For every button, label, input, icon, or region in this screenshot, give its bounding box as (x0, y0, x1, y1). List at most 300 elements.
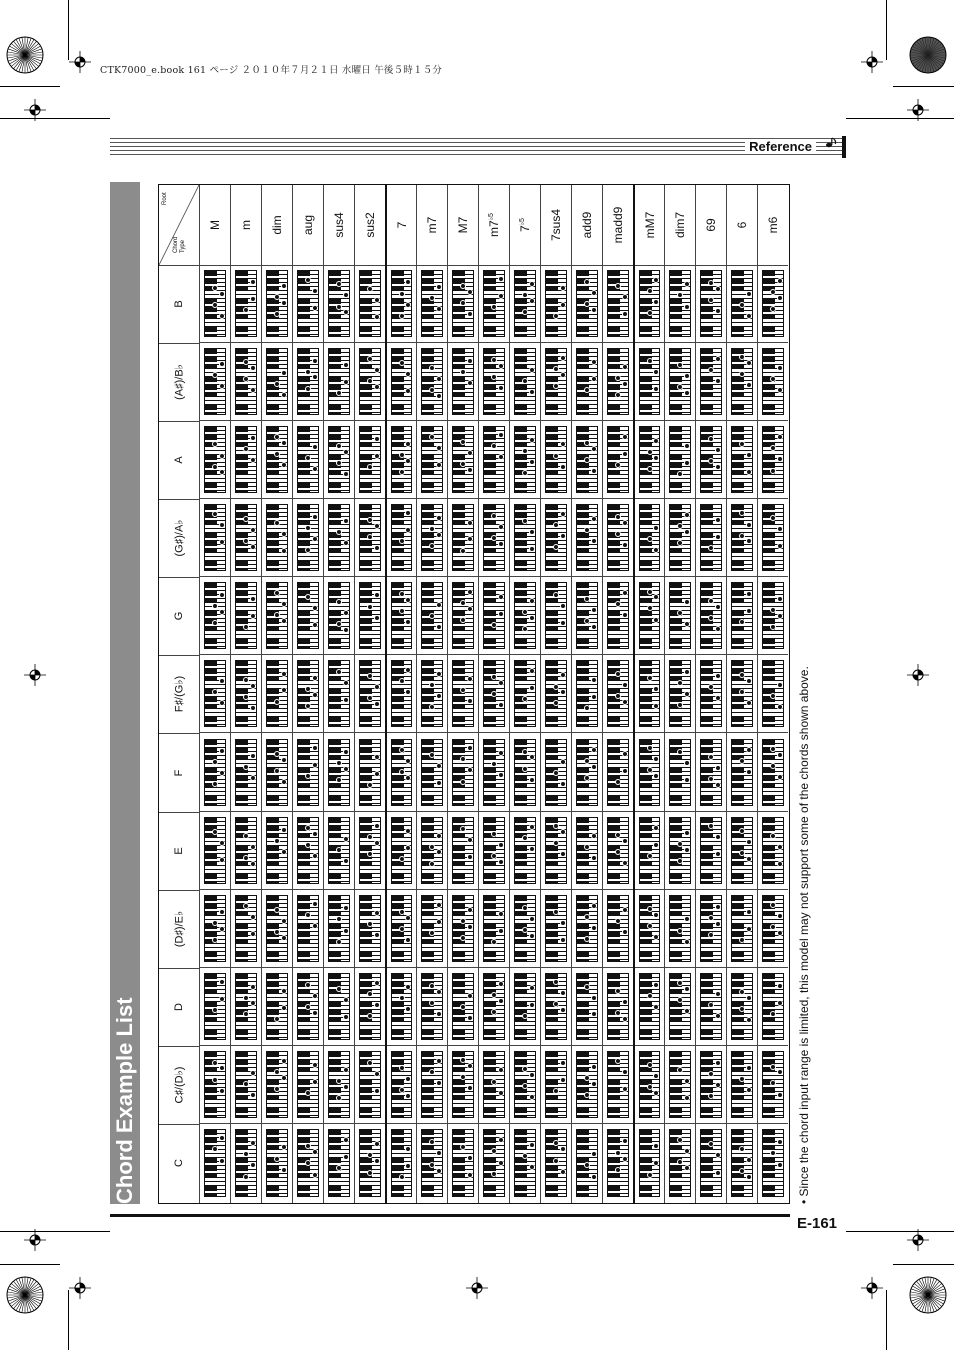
keyboard-diagram (639, 895, 660, 962)
root-label: (D♯)/E♭ (173, 910, 186, 947)
pressed-key-dot (405, 619, 411, 625)
keyboard-diagram (762, 660, 784, 727)
chord-cell (417, 812, 447, 890)
pressed-key-dot (529, 298, 535, 304)
pressed-key-dot (399, 313, 405, 319)
black-keys (515, 271, 527, 336)
chord-cell (293, 343, 323, 421)
keyboard-diagram (421, 895, 443, 962)
pressed-key-dot (399, 469, 405, 475)
pressed-key-dot (498, 998, 504, 1004)
pressed-key-dot (708, 754, 714, 760)
keyboard-diagram (328, 348, 350, 415)
black-keys (763, 974, 775, 1039)
pressed-key-dot (467, 698, 473, 704)
pressed-key-dot (560, 620, 566, 626)
black-keys (453, 740, 465, 805)
registration-mark-icon (24, 664, 46, 686)
chord-cell (231, 655, 261, 733)
black-keys (484, 740, 496, 805)
keyboard-diagram (266, 817, 288, 884)
pressed-key-dot (367, 1013, 373, 1019)
pressed-key-dot (498, 702, 504, 708)
chord-cell (758, 1046, 788, 1124)
pressed-key-dot (622, 590, 628, 596)
pressed-key-dot (436, 849, 442, 855)
pressed-key-dot (212, 1007, 218, 1013)
pressed-key-dot (615, 462, 621, 468)
pressed-key-dot (529, 685, 535, 691)
pressed-key-dot (777, 704, 783, 710)
pressed-key-dot (591, 1151, 597, 1157)
pressed-key-dot (560, 920, 566, 926)
black-keys (701, 740, 713, 805)
pressed-key-dot (436, 671, 442, 677)
pressed-key-dot (467, 589, 473, 595)
chord-type-cell (572, 185, 602, 266)
black-keys (267, 1130, 279, 1196)
black-keys (267, 1052, 279, 1117)
pressed-key-dot (343, 540, 349, 546)
chord-cell (355, 499, 385, 577)
pressed-key-dot (615, 1167, 621, 1173)
pressed-key-dot (491, 831, 497, 837)
pressed-key-dot (336, 1165, 342, 1171)
pressed-key-dot (429, 613, 435, 619)
pressed-key-dot (584, 705, 590, 711)
pressed-key-dot (739, 1146, 745, 1152)
pressed-key-dot (219, 313, 225, 319)
pressed-key-dot (312, 1062, 318, 1068)
pressed-key-dot (684, 390, 690, 396)
pressed-key-dot (622, 907, 628, 913)
black-keys (360, 740, 372, 805)
pressed-key-dot (250, 387, 256, 393)
pressed-key-dot (684, 986, 690, 992)
pressed-key-dot (746, 769, 752, 775)
pressed-key-dot (219, 748, 225, 754)
keyboard-diagram (545, 582, 567, 649)
keyboard-diagram (576, 817, 598, 884)
keyboard-diagram (328, 1129, 350, 1197)
pressed-key-dot (436, 462, 442, 468)
chord-cell (448, 577, 478, 655)
chord-cell (510, 1046, 540, 1124)
pressed-key-dot (305, 277, 311, 283)
chord-cell (324, 890, 354, 968)
crop-mark (893, 1264, 954, 1265)
black-keys (670, 1052, 682, 1117)
keyboard-diagram (607, 973, 629, 1040)
chord-column (757, 185, 788, 1203)
chord-cell (231, 421, 261, 499)
keyboard-diagram (669, 973, 691, 1040)
pressed-key-dot (305, 547, 311, 553)
pressed-key-dot (560, 1007, 566, 1013)
pressed-key-dot (429, 365, 435, 371)
pressed-key-dot (250, 861, 256, 867)
chord-cell (696, 343, 726, 421)
pressed-key-dot (777, 1092, 783, 1098)
black-keys (329, 896, 341, 961)
keyboard-diagram (483, 739, 505, 806)
page-number: E-161 (797, 1215, 838, 1232)
black-keys (608, 427, 620, 492)
keyboard-diagram (452, 817, 474, 884)
keyboard-diagram (297, 660, 319, 727)
pressed-key-dot (529, 546, 535, 552)
chord-cell (635, 655, 664, 733)
black-keys (360, 271, 372, 336)
chord-type-name: sus4 (332, 212, 346, 238)
pressed-key-dot (622, 1069, 628, 1075)
pressed-key-dot (622, 999, 628, 1005)
pressed-key-dot (615, 1058, 621, 1064)
pressed-key-dot (591, 624, 597, 630)
black-keys (422, 1052, 434, 1117)
pressed-key-dot (653, 438, 659, 444)
pressed-key-dot (777, 596, 783, 602)
chord-cell (417, 968, 447, 1046)
black-keys (267, 271, 279, 336)
chord-cell (510, 421, 540, 499)
chord-type-label (270, 215, 284, 234)
pressed-key-dot (250, 527, 256, 533)
pressed-key-dot (498, 842, 504, 848)
pressed-key-dot (591, 764, 597, 770)
keyboard-diagram (607, 504, 629, 571)
chord-cell (572, 265, 602, 343)
pressed-key-dot (399, 747, 405, 753)
pressed-key-dot (708, 545, 714, 551)
pressed-key-dot (467, 467, 473, 473)
chord-cell (231, 265, 261, 343)
pressed-key-dot (460, 918, 466, 924)
keyboard-diagram (639, 582, 660, 649)
pressed-key-dot (219, 609, 225, 615)
keyboard-diagram (421, 582, 443, 649)
pressed-key-dot (777, 365, 783, 371)
pressed-key-dot (622, 294, 628, 300)
keyboard-diagram (700, 973, 722, 1040)
root-label: F (173, 769, 185, 776)
keyboard-diagram (545, 817, 567, 884)
pressed-key-dot (250, 613, 256, 619)
black-keys (608, 896, 620, 961)
pressed-key-dot (522, 696, 528, 702)
pressed-key-dot (405, 845, 411, 851)
pressed-key-dot (312, 305, 318, 311)
pressed-key-dot (243, 307, 249, 313)
pressed-key-dot (684, 1095, 690, 1101)
black-keys (515, 974, 527, 1039)
pressed-key-dot (405, 915, 411, 921)
black-keys (392, 349, 404, 414)
chord-cell (448, 1046, 478, 1124)
pressed-key-dot (250, 457, 256, 463)
pressed-key-dot (281, 548, 287, 554)
corner-root-label: Root (162, 192, 168, 205)
black-keys (701, 1130, 713, 1196)
pressed-key-dot (281, 988, 287, 994)
pressed-key-dot (399, 856, 405, 862)
chord-cell (665, 343, 695, 421)
keyboard-diagram (266, 1129, 288, 1197)
pressed-key-dot (591, 1174, 597, 1180)
keyboard-diagram (483, 270, 505, 337)
chord-cell (665, 655, 695, 733)
keyboard-diagram (359, 895, 381, 962)
chord-cell (355, 1124, 385, 1202)
chord-type-name: sus2 (363, 212, 377, 238)
keyboard-diagram (391, 582, 412, 649)
keyboard-diagram (700, 1051, 722, 1118)
registration-mark-icon (69, 51, 91, 73)
pressed-key-dot (622, 929, 628, 935)
pressed-key-dot (522, 309, 528, 315)
chord-type-label (425, 217, 439, 234)
black-keys (732, 896, 744, 961)
keyboard-diagram (576, 348, 598, 415)
pressed-key-dot (460, 548, 466, 554)
pressed-key-dot (615, 392, 621, 398)
pressed-key-dot (684, 599, 690, 605)
pressed-key-dot (715, 765, 721, 771)
pressed-key-dot (243, 995, 249, 1001)
chord-column (199, 185, 230, 1203)
pressed-key-dot (250, 544, 256, 550)
pressed-key-dot (250, 753, 256, 759)
pressed-key-dot (219, 1065, 225, 1071)
pressed-key-dot (653, 982, 659, 988)
chord-type-cell (417, 185, 447, 266)
chord-cell (417, 1046, 447, 1124)
pressed-key-dot (498, 911, 504, 917)
chord-type-cell (541, 185, 571, 266)
keyboard-diagram (328, 582, 350, 649)
pressed-key-dot (281, 1144, 287, 1150)
chord-cell (417, 421, 447, 499)
pressed-key-dot (653, 703, 659, 709)
pressed-key-dot (708, 598, 714, 604)
pressed-key-dot (622, 682, 628, 688)
pressed-key-dot (746, 452, 752, 458)
black-keys (329, 349, 341, 414)
pressed-key-dot (622, 381, 628, 387)
keyboard-diagram (297, 348, 319, 415)
keyboard-diagram (391, 895, 412, 962)
keyboard-diagram (266, 973, 288, 1040)
root-label-cell (159, 734, 199, 813)
pressed-key-dot (653, 455, 659, 461)
chord-cell (541, 812, 571, 890)
pressed-key-dot (708, 1002, 714, 1008)
black-keys (205, 740, 217, 805)
pressed-key-dot (560, 781, 566, 787)
keyboard-diagram (545, 1051, 567, 1118)
black-keys (453, 349, 465, 414)
chord-cell (200, 421, 230, 499)
pressed-key-dot (746, 839, 752, 845)
pressed-key-dot (460, 826, 466, 832)
pressed-key-dot (460, 1074, 466, 1080)
pressed-key-dot (374, 1071, 380, 1077)
chord-cell (572, 890, 602, 968)
crop-mark (886, 1290, 887, 1350)
black-keys (392, 974, 404, 1039)
black-keys (608, 583, 620, 648)
pressed-key-dot (436, 284, 442, 290)
pressed-key-dot (498, 1067, 504, 1073)
chord-cell (200, 812, 230, 890)
chord-type-name: 6 (735, 221, 749, 229)
crop-mark (68, 1290, 69, 1350)
registration-mark-icon (861, 51, 883, 73)
pressed-key-dot (374, 823, 380, 829)
pressed-key-dot (584, 527, 590, 533)
black-keys (701, 896, 713, 961)
pressed-key-dot (212, 1060, 218, 1066)
keyboard-diagram (514, 739, 536, 806)
pressed-key-dot (622, 434, 628, 440)
keyboard-diagram (545, 895, 567, 962)
pressed-key-dot (212, 603, 218, 609)
chord-cell (479, 968, 509, 1046)
keyboard-diagram (762, 895, 784, 962)
pressed-key-dot (343, 1014, 349, 1020)
pressed-key-dot (374, 297, 380, 303)
keyboard-diagram (328, 660, 350, 727)
keyboard-diagram (235, 895, 257, 962)
chord-cell (324, 421, 354, 499)
keyboard-diagram (391, 660, 412, 727)
pressed-key-dot (274, 612, 280, 618)
black-keys (267, 896, 279, 961)
pressed-key-dot (653, 842, 659, 848)
pressed-key-dot (715, 604, 721, 610)
pressed-key-dot (684, 281, 690, 287)
chord-cell (448, 343, 478, 421)
pressed-key-dot (591, 359, 597, 365)
root-label: F♯/(G♭) (173, 676, 186, 713)
pressed-key-dot (343, 836, 349, 842)
pressed-key-dot (274, 1069, 280, 1075)
chord-cell (262, 655, 292, 733)
pressed-key-dot (312, 536, 318, 542)
pressed-key-dot (212, 620, 218, 626)
pressed-key-dot (684, 691, 690, 697)
pressed-key-dot (591, 307, 597, 313)
pressed-key-dot (312, 692, 318, 698)
keyboard-diagram (204, 348, 226, 415)
pressed-key-dot (746, 291, 752, 297)
pressed-key-dot (274, 434, 280, 440)
keyboard-diagram (669, 660, 691, 727)
black-keys (546, 896, 558, 961)
pressed-key-dot (250, 1140, 256, 1146)
pressed-key-dot (281, 392, 287, 398)
chord-cell (572, 499, 602, 577)
chord-cell (665, 1046, 695, 1124)
pressed-key-dot (219, 469, 225, 475)
pressed-key-dot (336, 847, 342, 853)
black-keys (298, 349, 310, 414)
keyboard-diagram (421, 817, 443, 884)
black-keys (329, 740, 341, 805)
pressed-key-dot (715, 851, 721, 857)
chord-column (695, 185, 726, 1203)
keyboard-diagram (359, 660, 381, 727)
pressed-key-dot (367, 782, 373, 788)
pressed-key-dot (777, 1069, 783, 1075)
pressed-key-dot (336, 460, 342, 466)
pressed-key-dot (281, 918, 287, 924)
pressed-key-dot (522, 1153, 528, 1159)
keyboard-diagram (483, 973, 505, 1040)
chord-cell (355, 343, 385, 421)
pressed-key-dot (312, 745, 318, 751)
chord-cell (448, 1124, 478, 1202)
pressed-key-dot (405, 689, 411, 695)
chord-type-cell (603, 185, 633, 266)
pressed-key-dot (460, 439, 466, 445)
chord-cell (200, 890, 230, 968)
pressed-key-dot (343, 766, 349, 772)
chord-cell (355, 421, 385, 499)
chord-cell (603, 421, 633, 499)
pressed-key-dot (746, 608, 752, 614)
chord-cell (727, 655, 757, 733)
chord-column (602, 185, 633, 1203)
keyboard-diagram (391, 1129, 412, 1197)
pressed-key-dot (498, 1090, 504, 1096)
keyboard-diagram (762, 426, 784, 493)
pressed-key-dot (399, 452, 405, 458)
black-keys (484, 427, 496, 492)
chord-cell (231, 890, 261, 968)
pressed-key-dot (647, 1062, 653, 1068)
chord-cell (541, 577, 571, 655)
pressed-key-dot (684, 669, 690, 675)
pressed-key-dot (429, 752, 435, 758)
pressed-key-dot (653, 686, 659, 692)
pressed-key-dot (460, 1057, 466, 1063)
pressed-key-dot (739, 828, 745, 834)
keyboard-diagram (266, 582, 288, 649)
chord-cell (479, 1124, 509, 1202)
pressed-key-dot (374, 771, 380, 777)
pressed-key-dot (529, 529, 535, 535)
keyboard-diagram (204, 504, 226, 571)
chord-cell (231, 812, 261, 890)
pressed-key-dot (653, 617, 659, 623)
pressed-key-dot (405, 1093, 411, 1099)
pressed-key-dot (529, 437, 535, 443)
pressed-key-dot (622, 520, 628, 526)
chord-cell (355, 577, 385, 655)
chord-cell (758, 265, 788, 343)
keyboard-diagram (328, 973, 350, 1040)
pressed-key-dot (374, 523, 380, 529)
pressed-key-dot (343, 627, 349, 633)
chord-column (323, 185, 354, 1203)
pressed-key-dot (653, 277, 659, 283)
pressed-key-dot (436, 393, 442, 399)
keyboard-diagram (762, 270, 784, 337)
pressed-key-dot (622, 311, 628, 317)
pressed-key-dot (522, 749, 528, 755)
chord-column (354, 185, 385, 1203)
